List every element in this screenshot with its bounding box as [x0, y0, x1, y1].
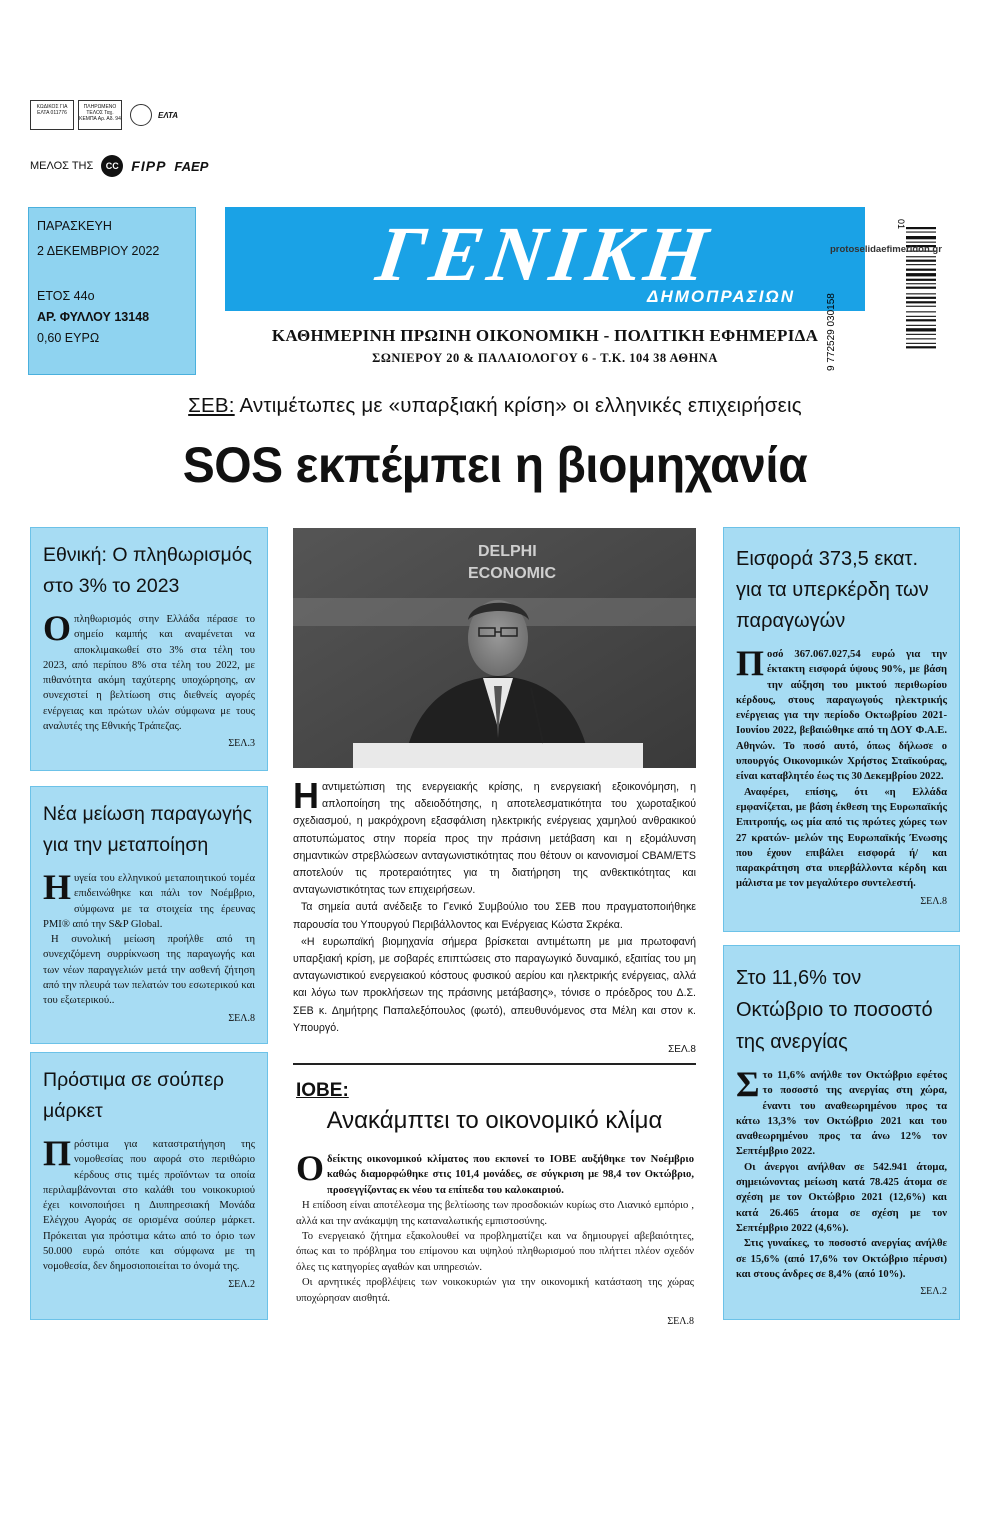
page-reference: ΣΕΛ.8: [920, 895, 947, 907]
issue-day: ΠΑΡΑΣΚΕΥΗ: [37, 219, 112, 233]
story-title: Νέα μείωση παραγωγής για την μεταποίηση: [43, 803, 253, 856]
page-reference: ΣΕΛ.8: [668, 1044, 696, 1056]
postal-seal-icon: [130, 104, 152, 126]
story-paragraph: υγεία του ελληνικού μεταποιητικού τομέα επιδεινώθηκε και πάλι τον Νοέμβριο, σύμφωνα με τα στοιχεία της έρευνας PMI® από την S&P Global.: [43, 873, 255, 930]
page-reference: ΣΕΛ.2: [228, 1278, 255, 1290]
story-manufacturing: [30, 786, 268, 1044]
story-body: [736, 643, 947, 892]
newspaper-tagline: ΚΑΘΗΜΕΡΙΝΗ ΠΡΩΙΝΗ ΟΙΚΟΝΟΜΙΚΗ - ΠΟΛΙΤΙΚΗ ΕΦΗΜΕΡΙΔΑ: [271, 326, 819, 345]
membership-line: [30, 155, 208, 177]
story-title: Πρόστιμα σε σούπερ μάρκετ: [43, 1069, 224, 1122]
issue-price: 0,60 ΕΥΡΩ: [37, 331, 100, 345]
dropcap: Η: [43, 867, 72, 907]
story-paragraph: οσό 367.067.027,54 ευρώ για την έκτακτη εισφορά ύψους 90%, με βάση την αύξηση του μικτού περιθωρίου κέρδους, στους παραγωγούς ηλεκτρικής ενέργειας για την περίοδο Οκτωβρίου 2021- Ιουνίου 2022, βεβαιώθηκε από τη ΔΟΥ Φ.Α.Ε. Αθηνών. Το ποσό αυτό, όπως δήλωσε ο υπουργός Οικονομικών Χρήστος Σταϊκούρας, είναι καταβλητέο έως τις 30 Δεκεμβρίου 2022.: [736, 649, 947, 783]
iobe-headline: Ανακάμπτει το οικονομικό κλίμα: [326, 1107, 663, 1134]
story-title: Εισφορά 373,5 εκατ. για τα υπερκέρδη των παραγωγών: [736, 548, 929, 632]
iobe-lead: δείκτης οικονομικού κλίματος που εκπονεί το ΙΟΒΕ αυξήθηκε τον Νοέμβριο καθώς διαμορφώθηκε στις 101,4 μονάδες, σε σύγκριση με 98,4 τον Οκτώβριο, προσεγγίζοντας εκ νέου τα επίπεδα του καλοκαιριού.: [327, 1154, 694, 1196]
photo-banner-top: DELPHI: [478, 543, 537, 560]
page-reference: ΣΕΛ.8: [228, 1012, 255, 1024]
story-body: [736, 1064, 947, 1282]
association-logo-icon: CC: [101, 155, 123, 177]
issue-info-box: [28, 207, 196, 375]
kicker-text: Αντιμέτωπες με «υπαρξιακή κρίση» οι ελληνικές επιχειρήσεις: [234, 394, 802, 417]
dropcap: Ο: [43, 608, 72, 648]
dropcap: Π: [43, 1133, 72, 1173]
main-kicker: [0, 394, 990, 418]
story-paragraph: το 11,6% ανήλθε τον Οκτώβριο εφέτος το ποσοστό της ανεργίας στη χώρα, έναντι του αναθεωρημένου προς τα κάτω 13,3% τον Οκτώβριο 2021 και του αναθεωρημένου προς τα άνω 12% τον Σεπτέμβριο 2022.: [736, 1070, 947, 1158]
page-reference: ΣΕΛ.2: [920, 1286, 947, 1298]
page-reference: ΣΕΛ.3: [228, 738, 255, 750]
story-body: [43, 867, 255, 1009]
barcode: [826, 205, 938, 375]
story-title: Εθνική: Ο πληθωρισμός στο 3% το 2023: [43, 544, 253, 597]
main-story-body: [293, 775, 696, 1058]
story-paragraph: αντιμετώπιση της ενεργειακής κρίσης, η ενεργειακή εξοικονόμηση, η απλοποίηση της αδειοδότησης, η αποτελεσματικότητα του χωροταξικού σχεδιασμού, η μακρόχρονη εξασφάλιση ηλεκτρικής ενέργειας χαμηλού ανθρακικού αποτυπώματος στην πορεία προς την πράσινη μετάβαση και η εξομάλυνση σημαντικών στρεβλώσεων ανταγωνιστικότητας που θέτουν οι κανονισμοί CBAM/ETS αποτελούν τις προτεραιότητες για τη διατήρηση της ανθεκτικότητας και ανταγωνιστικότητας των επιχειρήσεων.: [293, 781, 696, 897]
newspaper-subtitle: ΔΗΜΟΠΡΑΣΙΩΝ: [647, 287, 795, 306]
postage-paid-box: ΠΛΗΡΩΜΕΝΟ ΤΕΛΟΣ Ταχ. ΚΕΜΠΑ Αρ. Αδ. 94: [78, 100, 122, 130]
story-paragraph: Οι άνεργοι ανήλθαν σε 542.941 άτομα, σημειώνοντας μείωση κατά 78.425 άτομα σε σχέση με τον Οκτώβριο 2021 (12,6%) και κατά 26.465 άτομα σε σχέση με τον Σεπτέμβριο 2022 (4,6%).: [736, 1161, 947, 1234]
story-title: Στο 11,6% τον Οκτώβριο το ποσοστό της ανεργίας: [736, 967, 933, 1053]
postal-marks: [30, 100, 178, 130]
story-paragraph: Αναφέρει, επίσης, ότι «η Ελλάδα εμφανίζεται, με βάση έκθεση της Ευρωπαϊκής Επιτροπής, ως μία από τις πρώτες χώρες των 27 κρατών- μελών της Ευρωπαϊκής Ένωσης που έχουν επιβάλει εισφορά ή/ και παρακράτηση στα υπερβάλλοντα κέρδη και μάλιστα με τον μεγαλύτερο συντελεστή.: [736, 786, 947, 890]
fipp-logo: FIPP: [131, 158, 167, 174]
story-paragraph: Στις γυναίκες, το ποσοστό ανεργίας ανήλθε σε 15,6% (από 17,6% τον Οκτώβριο πέρυσι) και στους άνδρες σε 8,4% (από 10%).: [736, 1238, 947, 1280]
member-label: ΜΕΛΟΣ ΤΗΣ: [30, 160, 94, 172]
kicker-lead: ΣΕΒ:: [188, 394, 235, 417]
dropcap: Π: [736, 643, 765, 683]
story-paragraph: Τα σημεία αυτά ανέδειξε το Γενικό Συμβούλιο του ΣΕΒ που πραγματοποιήθηκε παρουσία του Υπουργού Περιβάλλοντος και Ενέργειας Κώστα Σκρέκα.: [293, 901, 696, 931]
iobe-kicker: ΙΟΒΕ:: [296, 1080, 349, 1101]
faep-logo: FAEP: [174, 158, 209, 174]
story-unemployment: [723, 945, 960, 1320]
story-paragraph: «Η ευρωπαϊκή βιομηχανία σήμερα βρίσκεται αντιμέτωπη με μια πρωτοφανή υπαρξιακή κρίση, με σοβαρές επιπτώσεις στο παραγωγικό δυναμικό, εξαιτίας του μη ανταγωνιστικού ενεργειακού κόστους φυσικού αερίου και ηλεκτρικής ενέργειας, αλλά και λόγω των προκλήσεων της πράσινης μετάβασης», τόνισε ο πρόεδρος του Δ.Σ. ΣΕΒ κ. Δημήτρης Παπαλεξόπουλος (φωτό), απευθυνόμενος στα Μέλη και στον κ. Υπουργό.: [293, 935, 696, 1034]
masthead: [225, 207, 865, 311]
issue-date: 2 ΔΕΚΕΜΒΡΙΟΥ 2022: [37, 244, 160, 258]
story-paragraph: Το ενεργειακό ζήτημα εξακολουθεί να προβληματίζει και να δημιουργεί αβεβαιότητες, όπως και το πρόβλημα του επίμονου και υψηλού πληθωρισμού που πλήττει πλέον σχεδόν όλες τις κατηγορίες αγαθών και υπηρεσιών.: [296, 1231, 694, 1273]
story-body: [43, 1133, 255, 1275]
story-fines: [30, 1052, 268, 1320]
page-reference: ΣΕΛ.8: [667, 1316, 694, 1328]
barcode-issue: 01: [896, 219, 906, 230]
story-paragraph: Η συνολική μείωση προήλθε από τη συνεχιζόμενη συρρίκνωση της παραγωγής και των νέων παραγγελιών μετά την ασθενή ζήτηση από την πλευρά των πελατών του εσωτερικού και του εξωτερικού..: [43, 934, 255, 1007]
dropcap: Η: [293, 775, 319, 816]
newspaper-address: ΣΩΝΙΕΡΟΥ 20 & ΠΑΛΑΙΟΛΟΓΟΥ 6 - Τ.Κ. 104 38 ΑΘΗΝΑ: [372, 351, 718, 365]
iobe-story-body: [296, 1148, 694, 1329]
newspaper-title: ΓΕΝΙΚΗ: [371, 210, 719, 297]
main-photo: [293, 528, 696, 768]
story-paragraph: πληθωρισμός στην Ελλάδα πέρασε το σημείο καμπής και αναμένεται να αποκλιμακωθεί στο 3% στα τέλη του 2023, από περίπου 8% στα τέλη του 2022, με πιθανότητα ακόμη ταχύτερης υποχώρησης, αν συνεχιστεί η βελτίωση στις διεθνείς αγορές ενέργειας και πρώτων υλών σύμφωνα με τους αναλυτές της Εθνικής Τράπεζας.: [43, 614, 255, 733]
barcode-digits: 9 772529 030158: [826, 293, 837, 371]
story-windfall-levy: [723, 527, 960, 932]
issue-number: ΑΡ. ΦΥΛΛΟΥ 13148: [37, 310, 150, 324]
photo-banner-mid: ECONOMIC: [468, 565, 556, 582]
story-paragraph: Οι αρνητικές προβλέψεις των νοικοκυριών για την οικονομική κατάσταση της χώρας υποχώρησαν αισθητά.: [296, 1277, 694, 1304]
main-headline: SOS εκπέμπει η βιομηχανία: [182, 437, 808, 493]
story-paragraph: ρόστιμα για καταστρατήγηση της νομοθεσίας που αφορά στο περιθώριο κέρδους στις τιμές προϊόντων τα οποία περιλαμβάνονται στο καλάθι του νοικοκυριού έχει κοινοποιήσει η Διυπηρεσιακή Μονάδα Ελέγχου Αγοράς σε ορισμένα σούπερ μάρκετ. Πρόκειται για πρόστιμα κάτω από το όριο των 50.000 ευρώ οπότε και σύμφωνα με τη νομοθεσία, δεν δημοσιοποιείται το όνομά της.: [43, 1139, 255, 1273]
section-divider: [293, 1063, 696, 1065]
dropcap: Ο: [296, 1148, 325, 1188]
story-paragraph: Η επίδοση είναι αποτέλεσμα της βελτίωσης των προσδοκιών κυρίως στο Λιανικό εμπόριο , αλλά και την ανάκαμψη της καταναλωτικής εμπιστοσύνης.: [296, 1200, 694, 1227]
elta-logo: ΕΛΤΑ: [158, 110, 179, 120]
story-body: [43, 608, 255, 734]
source-site: protoselidaefimeridon.gr: [830, 244, 942, 255]
issue-year: ΕΤΟΣ 44ο: [37, 289, 95, 303]
dropcap: Σ: [736, 1064, 760, 1104]
story-inflation: [30, 527, 268, 771]
postal-code-box: ΚΩΔΙΚΟΣ ΓΙΑ ΕΛΤΑ 011776: [30, 100, 74, 130]
